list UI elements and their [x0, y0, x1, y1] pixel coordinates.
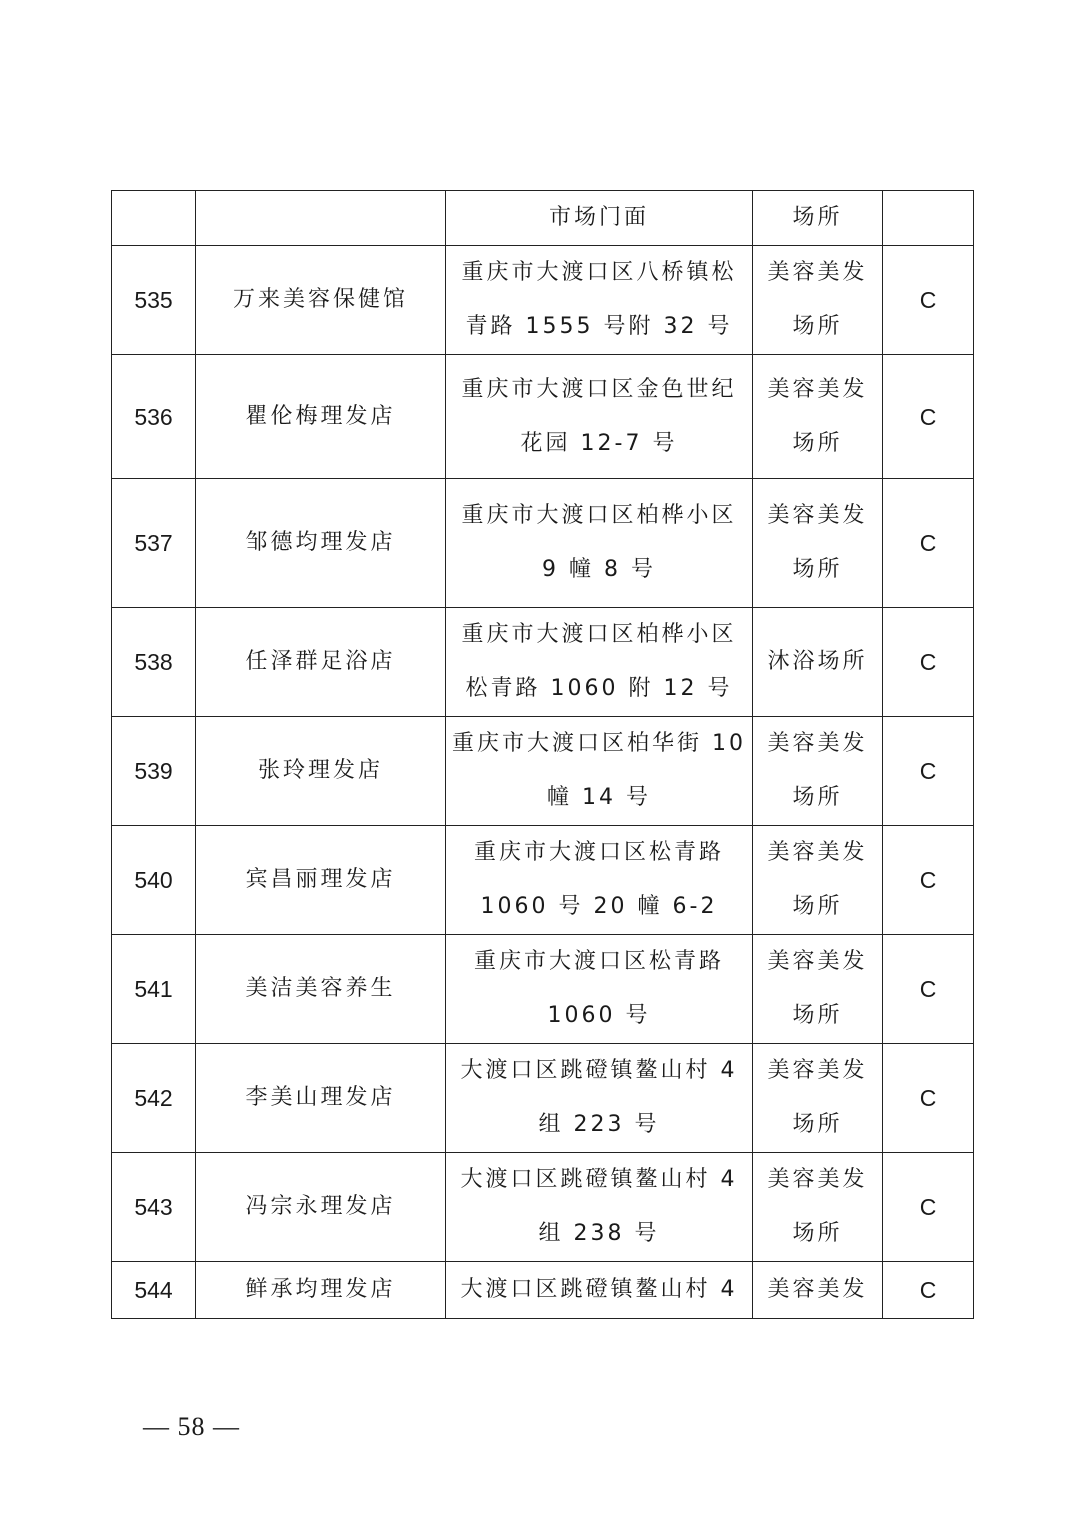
category-cell — [753, 1262, 883, 1319]
grade-cell — [883, 1044, 974, 1153]
no-cell — [112, 608, 196, 717]
category-cell — [753, 1153, 883, 1262]
page-number: — 58 — — [143, 1412, 240, 1441]
name-cell — [196, 717, 446, 826]
grade-text: C — [919, 976, 937, 1002]
name-cell — [196, 479, 446, 608]
grade-text: C — [919, 1085, 937, 1111]
table-row — [112, 1153, 974, 1262]
no-cell — [112, 1044, 196, 1153]
grade-cell — [883, 826, 974, 935]
name-cell — [196, 1044, 446, 1153]
category-text: 场所 — [792, 1003, 843, 1028]
category-text: 场所 — [792, 894, 843, 919]
category-text: 美容美发 — [767, 731, 868, 756]
category-text: 美容美发 — [767, 949, 868, 974]
address-cell — [446, 355, 753, 479]
address-text: 大渡口区跳磴镇鳌山村 4 — [460, 1058, 738, 1083]
category-cell — [753, 935, 883, 1044]
no-text: 542 — [134, 1085, 173, 1111]
address-text: 重庆市大渡口区松青路 — [473, 840, 724, 865]
category-text: 沐浴场所 — [767, 649, 868, 674]
name-cell — [196, 935, 446, 1044]
name-text: 张玲理发店 — [257, 758, 383, 783]
address-text: 1060 号 — [547, 1003, 651, 1028]
category-text: 场所 — [792, 430, 843, 456]
address-cell — [446, 1262, 753, 1319]
category-text: 场所 — [792, 314, 843, 339]
no-cell — [112, 355, 196, 479]
address-text: 组 223 号 — [538, 1112, 660, 1137]
no-cell — [112, 191, 196, 246]
category-text: 美容美发 — [767, 1058, 868, 1083]
grade-text: C — [919, 649, 937, 675]
address-cell: 市场门面 — [446, 191, 753, 246]
address-text: 组 238 号 — [538, 1221, 660, 1246]
grade-text: C — [919, 758, 937, 784]
name-text: 万来美容保健馆 — [232, 287, 408, 312]
category-text: 美容美发 — [767, 1167, 868, 1192]
no-cell — [112, 826, 196, 935]
no-cell — [112, 479, 196, 608]
address-cell — [446, 826, 753, 935]
no-cell — [112, 1153, 196, 1262]
grade-text: C — [919, 530, 937, 556]
grade-cell — [883, 1153, 974, 1262]
no-text: 540 — [134, 867, 173, 893]
table-row — [112, 608, 974, 717]
address-text: 大渡口区跳磴镇鳌山村 4 — [460, 1167, 738, 1192]
no-text: 536 — [134, 403, 173, 430]
name-cell — [196, 355, 446, 479]
category-cell: 场所 — [753, 191, 883, 246]
category-cell — [753, 355, 883, 479]
address-text: 1060 号 20 幢 6-2 — [480, 894, 718, 919]
category-text: 美容美发 — [767, 376, 868, 402]
address-cell — [446, 717, 753, 826]
category-cell — [753, 479, 883, 608]
establishment-table — [111, 190, 974, 1319]
no-cell — [112, 1262, 196, 1319]
grade-cell — [883, 355, 974, 479]
category-text: 美容美发 — [767, 503, 868, 528]
no-text: 539 — [134, 758, 173, 784]
no-text: 538 — [134, 649, 173, 675]
no-text: 544 — [134, 1277, 173, 1303]
no-cell — [112, 246, 196, 355]
table-row — [112, 717, 974, 826]
address-text: 重庆市大渡口区金色世纪 — [461, 376, 737, 402]
address-cell — [446, 246, 753, 355]
table-row — [112, 479, 974, 608]
name-text: 任泽群足浴店 — [245, 649, 396, 674]
category-text: 美容美发 — [767, 260, 868, 285]
table-row — [112, 1044, 974, 1153]
no-text: 535 — [134, 287, 173, 313]
address-text: 幢 14 号 — [547, 785, 651, 810]
address-text: 松青路 1060 附 12 号 — [465, 676, 733, 701]
name-text: 美洁美容养生 — [245, 976, 396, 1001]
address-cell — [446, 1044, 753, 1153]
category-cell — [753, 717, 883, 826]
category-cell — [753, 246, 883, 355]
grade-text: C — [919, 287, 937, 313]
grade-text: C — [919, 403, 937, 430]
name-cell — [196, 608, 446, 717]
continuation-row — [112, 191, 974, 246]
address-cell — [446, 1153, 753, 1262]
table-row — [112, 1262, 974, 1319]
grade-cell — [883, 935, 974, 1044]
address-text: 重庆市大渡口区柏桦小区 — [461, 622, 737, 647]
grade-cell — [883, 479, 974, 608]
grade-cell — [883, 246, 974, 355]
address-cell — [446, 608, 753, 717]
grade-cell — [883, 1262, 974, 1319]
grade-cell — [883, 717, 974, 826]
name-text: 宾昌丽理发店 — [245, 867, 396, 892]
address-text: 重庆市大渡口区松青路 — [473, 949, 724, 974]
category-text: 美容美发 — [767, 1277, 868, 1302]
category-cell — [753, 608, 883, 717]
name-text: 冯宗永理发店 — [245, 1194, 396, 1219]
name-cell — [196, 1262, 446, 1319]
name-text: 鲜承均理发店 — [245, 1277, 396, 1302]
address-text: 重庆市大渡口区八桥镇松 — [461, 260, 737, 285]
grade-cell — [883, 191, 974, 246]
grade-cell — [883, 608, 974, 717]
category-text: 场所 — [792, 557, 843, 582]
address-text: 大渡口区跳磴镇鳌山村 4 — [460, 1277, 738, 1302]
table-row — [112, 935, 974, 1044]
name-cell — [196, 246, 446, 355]
category-text: 美容美发 — [767, 840, 868, 865]
grade-text: C — [919, 867, 937, 893]
category-text: 场所 — [792, 1221, 843, 1246]
name-text: 邹德均理发店 — [245, 530, 396, 555]
name-text: 瞿伦梅理发店 — [245, 403, 396, 429]
name-cell — [196, 191, 446, 246]
table-row — [112, 826, 974, 935]
address-text: 花园 12-7 号 — [520, 430, 678, 456]
address-text: 青路 1555 号附 32 号 — [465, 314, 733, 339]
address-text: 9 幢 8 号 — [542, 557, 656, 582]
table-row — [112, 246, 974, 355]
address-cell — [446, 935, 753, 1044]
category-cell — [753, 1044, 883, 1153]
address-cell — [446, 479, 753, 608]
grade-text: C — [919, 1194, 937, 1220]
no-cell — [112, 935, 196, 1044]
no-text: 543 — [134, 1194, 173, 1220]
category-cell — [753, 826, 883, 935]
name-text: 李美山理发店 — [245, 1085, 396, 1110]
address-text: 重庆市大渡口区柏华街 10 — [452, 731, 746, 756]
name-cell — [196, 1153, 446, 1262]
no-text: 541 — [134, 976, 173, 1002]
category-text: 场所 — [792, 785, 843, 810]
no-text: 537 — [134, 530, 173, 556]
grade-text: C — [919, 1277, 937, 1303]
table-row — [112, 355, 974, 479]
no-cell — [112, 717, 196, 826]
name-cell — [196, 826, 446, 935]
address-text: 重庆市大渡口区柏桦小区 — [461, 503, 737, 528]
category-text: 场所 — [792, 1112, 843, 1137]
